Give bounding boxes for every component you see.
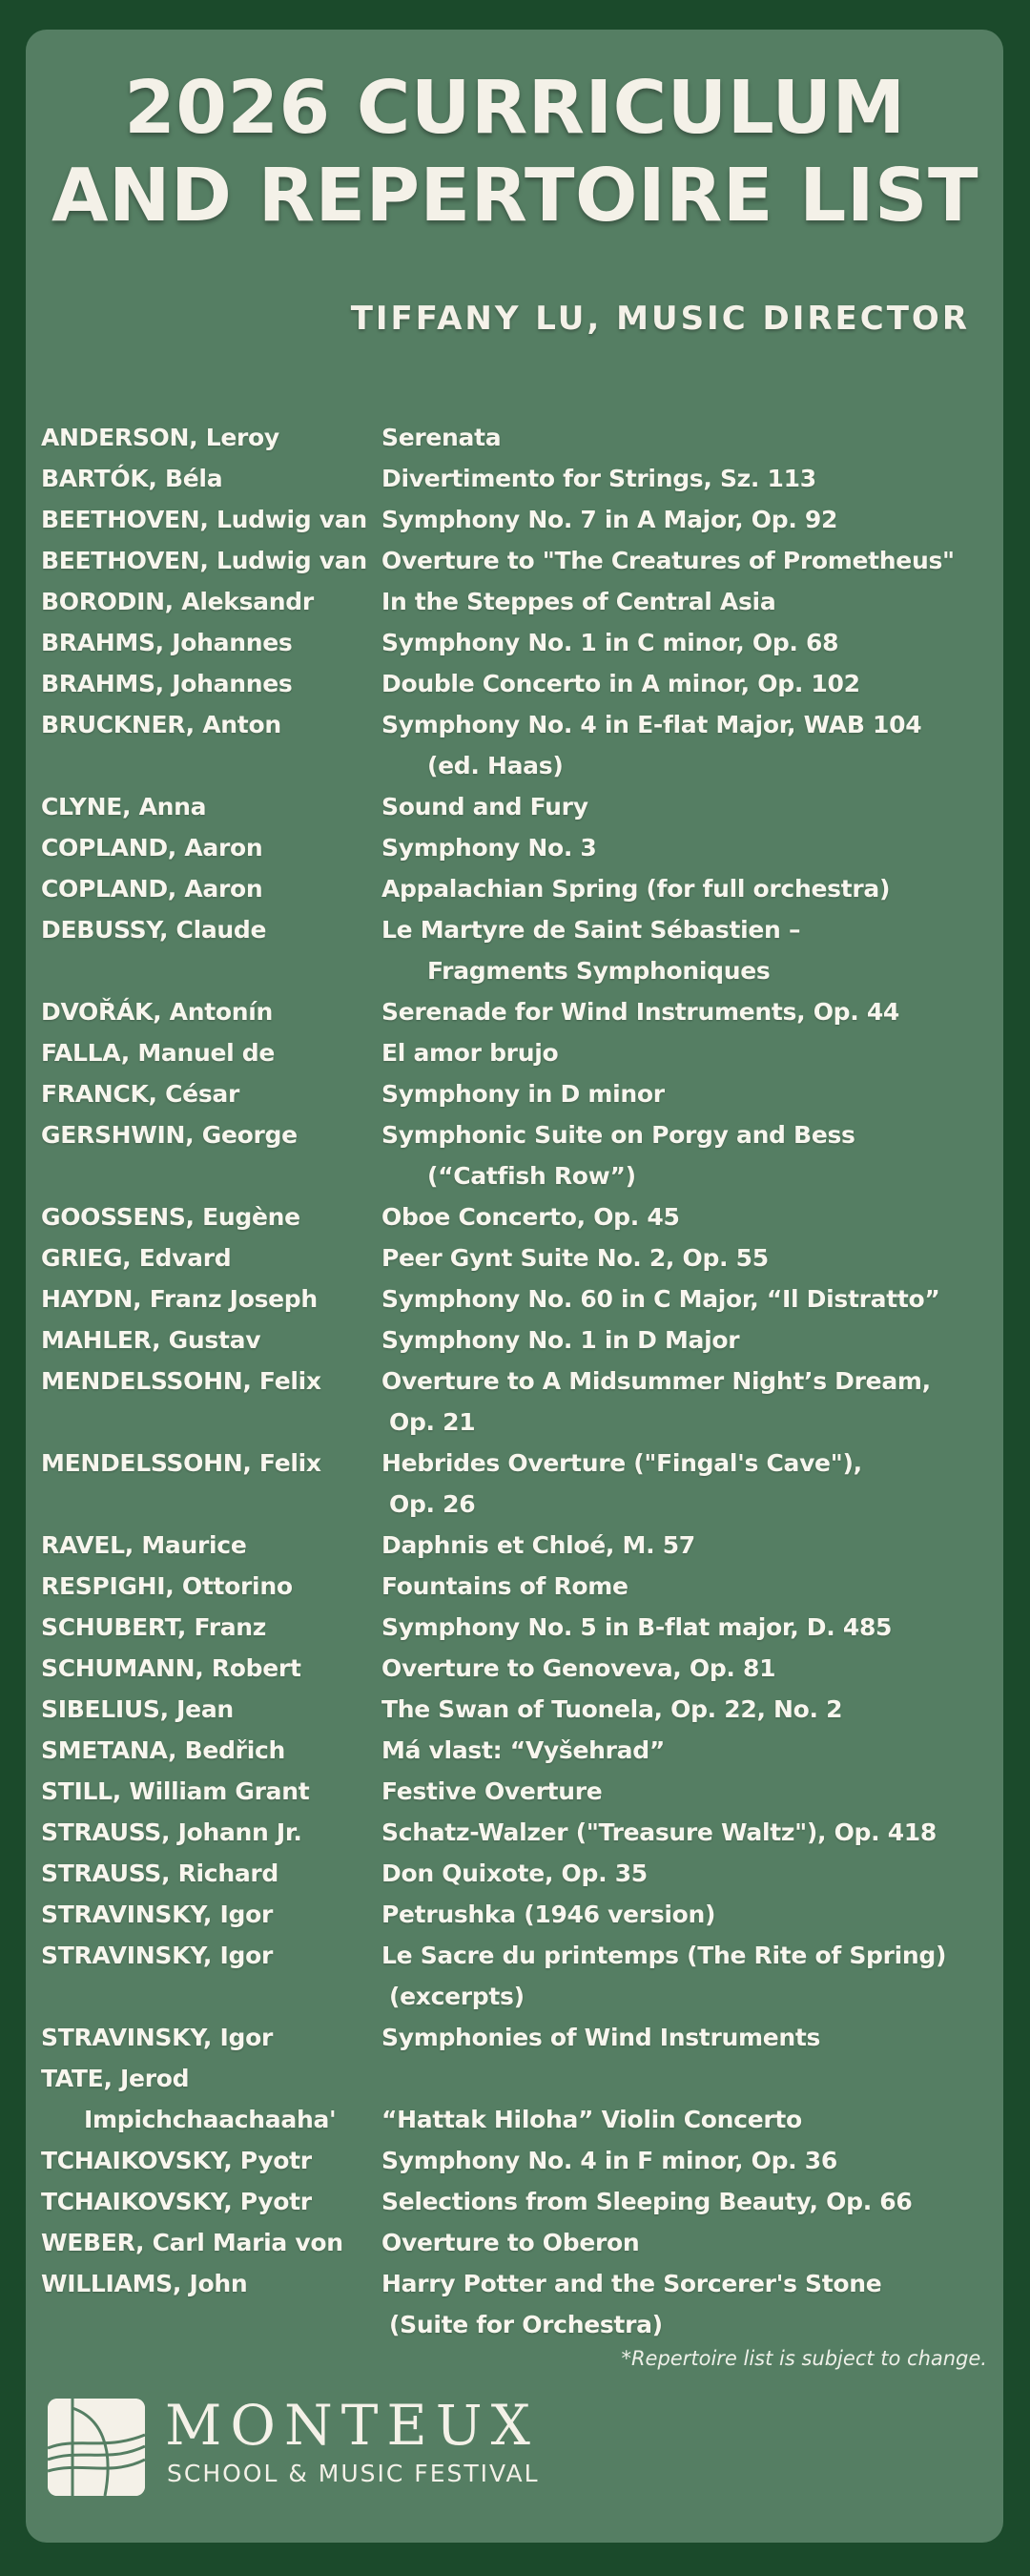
composer-name bbox=[41, 1237, 381, 1278]
work-title bbox=[381, 2181, 966, 2222]
composer-name bbox=[41, 827, 381, 868]
composer-name-line: BEETHOVEN, Ludwig van bbox=[41, 547, 367, 574]
composer-name-line: BEETHOVEN, Ludwig van bbox=[41, 506, 367, 533]
repertoire-row bbox=[41, 2181, 966, 2222]
work-title bbox=[381, 1812, 966, 1853]
composer-name-line: STRAVINSKY, Igor bbox=[41, 1942, 273, 1969]
composer-name-line: CLYNE, Anna bbox=[41, 793, 207, 821]
work-title-continuation: Fragments Symphoniques bbox=[427, 957, 771, 985]
composer-name bbox=[41, 868, 381, 909]
work-title-line: Sound and Fury bbox=[381, 793, 588, 821]
work-title bbox=[381, 2222, 966, 2263]
composer-name bbox=[41, 663, 381, 704]
composer-name bbox=[41, 1607, 381, 1648]
work-title bbox=[381, 1525, 966, 1566]
composer-name-line: STRAUSS, Richard bbox=[41, 1859, 279, 1887]
composer-name bbox=[41, 1812, 381, 1853]
work-title bbox=[381, 1361, 966, 1443]
work-title bbox=[381, 1689, 966, 1730]
work-title bbox=[381, 540, 966, 581]
work-title bbox=[381, 1237, 966, 1278]
work-title-line: El amor brujo bbox=[381, 1039, 559, 1067]
work-title-line: Symphony No. 3 bbox=[381, 834, 597, 862]
composer-name-line: COPLAND, Aaron bbox=[41, 834, 263, 862]
composer-name-line: COPLAND, Aaron bbox=[41, 875, 263, 903]
composer-name-line: SIBELIUS, Jean bbox=[41, 1695, 234, 1723]
repertoire-row bbox=[41, 499, 966, 540]
repertoire-row bbox=[41, 1607, 966, 1648]
logo-tagline: SCHOOL & MUSIC FESTIVAL bbox=[167, 2460, 540, 2487]
work-title bbox=[381, 704, 966, 786]
work-title-line: Symphony No. 5 in B-flat major, D. 485 bbox=[381, 1613, 893, 1641]
composer-name-line: SMETANA, Bedřich bbox=[41, 1736, 285, 1764]
repertoire-row bbox=[41, 827, 966, 868]
repertoire-row bbox=[41, 1812, 966, 1853]
work-title-line bbox=[381, 2058, 966, 2099]
work-title bbox=[381, 1278, 966, 1319]
composer-name-line: BRAHMS, Johannes bbox=[41, 670, 293, 697]
repertoire-row bbox=[41, 909, 966, 991]
repertoire-row bbox=[41, 2140, 966, 2181]
composer-name bbox=[41, 2140, 381, 2181]
composer-name bbox=[41, 1525, 381, 1566]
work-title bbox=[381, 581, 966, 622]
composer-name bbox=[41, 2222, 381, 2263]
composer-name-line: BRUCKNER, Anton bbox=[41, 711, 281, 738]
composer-name bbox=[41, 1648, 381, 1689]
composer-name-line: MENDELSSOHN, Felix bbox=[41, 1367, 321, 1395]
repertoire-row bbox=[41, 622, 966, 663]
work-title bbox=[381, 868, 966, 909]
composer-name-line: STRAVINSKY, Igor bbox=[41, 1901, 273, 1928]
work-title-line: Overture to "The Creatures of Prometheus" bbox=[381, 547, 955, 574]
composer-name-line: TCHAIKOVSKY, Pyotr bbox=[41, 2147, 312, 2174]
work-title bbox=[381, 417, 966, 458]
work-title bbox=[381, 1032, 966, 1073]
composer-name bbox=[41, 1771, 381, 1812]
work-title bbox=[381, 1894, 966, 1935]
composer-name-line: WILLIAMS, John bbox=[41, 2270, 248, 2297]
work-title bbox=[381, 2140, 966, 2181]
monteux-logo-icon bbox=[48, 2399, 145, 2496]
work-title-line: Overture to Genoveva, Op. 81 bbox=[381, 1654, 776, 1682]
composer-name-line: STILL, William Grant bbox=[41, 1777, 310, 1805]
composer-name bbox=[41, 1196, 381, 1237]
repertoire-note: *Repertoire list is subject to change. bbox=[621, 2347, 987, 2370]
work-title-line: Oboe Concerto, Op. 45 bbox=[381, 1203, 680, 1231]
page-title bbox=[0, 65, 1030, 240]
repertoire-row bbox=[41, 2222, 966, 2263]
work-title-line: Petrushka (1946 version) bbox=[381, 1901, 716, 1928]
music-director-subtitle: TIFFANY LU, MUSIC DIRECTOR bbox=[350, 300, 970, 338]
work-title bbox=[381, 458, 966, 499]
work-title-continuation: Op. 26 bbox=[389, 1490, 476, 1518]
composer-name bbox=[41, 458, 381, 499]
work-title-line: Schatz-Walzer ("Treasure Waltz"), Op. 418 bbox=[381, 1818, 937, 1846]
composer-name bbox=[41, 540, 381, 581]
work-title bbox=[381, 1114, 966, 1196]
repertoire-row bbox=[41, 1278, 966, 1319]
work-title-continuation: (ed. Haas) bbox=[427, 752, 564, 779]
composer-name bbox=[41, 499, 381, 540]
repertoire-row bbox=[41, 1196, 966, 1237]
work-title bbox=[381, 2263, 966, 2345]
work-title bbox=[381, 622, 966, 663]
work-title bbox=[381, 1730, 966, 1771]
repertoire-row bbox=[41, 704, 966, 786]
repertoire-row bbox=[41, 2263, 966, 2345]
work-title-line: Double Concerto in A minor, Op. 102 bbox=[381, 670, 860, 697]
work-title-continuation: (Suite for Orchestra) bbox=[389, 2311, 663, 2338]
composer-name-line: DEBUSSY, Claude bbox=[41, 916, 267, 944]
repertoire-row bbox=[41, 1689, 966, 1730]
work-title bbox=[381, 1935, 966, 2017]
repertoire-row bbox=[41, 417, 966, 458]
work-title-line: Fountains of Rome bbox=[381, 1572, 628, 1600]
work-title-line: Symphony No. 7 in A Major, Op. 92 bbox=[381, 506, 838, 533]
composer-name bbox=[41, 909, 381, 991]
composer-name-line: GERSHWIN, George bbox=[41, 1121, 298, 1149]
work-title bbox=[381, 786, 966, 827]
work-title bbox=[381, 1648, 966, 1689]
composer-name-line: GRIEG, Edvard bbox=[41, 1244, 232, 1272]
work-title-line: Appalachian Spring (for full orchestra) bbox=[381, 875, 891, 903]
composer-name-line: SCHUMANN, Robert bbox=[41, 1654, 301, 1682]
composer-name bbox=[41, 1894, 381, 1935]
composer-name bbox=[41, 1361, 381, 1443]
composer-name bbox=[41, 1853, 381, 1894]
composer-name-continuation: Impichchaachaaha' bbox=[84, 2106, 337, 2133]
work-title bbox=[381, 1196, 966, 1237]
composer-name bbox=[41, 1443, 381, 1525]
composer-name bbox=[41, 622, 381, 663]
repertoire-row bbox=[41, 458, 966, 499]
work-title-line: Harry Potter and the Sorcerer's Stone bbox=[381, 2270, 882, 2297]
work-title-line: Serenata bbox=[381, 424, 502, 451]
work-title bbox=[381, 991, 966, 1032]
composer-name bbox=[41, 1278, 381, 1319]
composer-name-line: GOOSSENS, Eugène bbox=[41, 1203, 300, 1231]
work-title-line: Overture to A Midsummer Night’s Dream, bbox=[381, 1367, 931, 1395]
work-title-line: Symphonies of Wind Instruments bbox=[381, 2024, 821, 2051]
composer-name bbox=[41, 2181, 381, 2222]
logo-wordmark: MONTEUX bbox=[165, 2393, 539, 2458]
work-title-line: Serenade for Wind Instruments, Op. 44 bbox=[381, 998, 900, 1026]
repertoire-row bbox=[41, 991, 966, 1032]
repertoire-row bbox=[41, 1073, 966, 1114]
work-title-line: Symphony No. 4 in F minor, Op. 36 bbox=[381, 2147, 837, 2174]
work-title-continuation: “Hattak Hiloha” Violin Concerto bbox=[381, 2106, 802, 2133]
repertoire-row bbox=[41, 1648, 966, 1689]
work-title-line: Daphnis et Chloé, M. 57 bbox=[381, 1531, 695, 1559]
work-title-line: Don Quixote, Op. 35 bbox=[381, 1859, 648, 1887]
repertoire-row bbox=[41, 1361, 966, 1443]
composer-name bbox=[41, 991, 381, 1032]
repertoire-list bbox=[41, 417, 966, 2345]
composer-name-line: MAHLER, Gustav bbox=[41, 1326, 261, 1354]
repertoire-row bbox=[41, 1114, 966, 1196]
work-title-line: Divertimento for Strings, Sz. 113 bbox=[381, 465, 816, 492]
work-title bbox=[381, 1771, 966, 1812]
composer-name bbox=[41, 2017, 381, 2058]
work-title bbox=[381, 1566, 966, 1607]
composer-name-line: BORODIN, Aleksandr bbox=[41, 588, 314, 615]
composer-name bbox=[41, 581, 381, 622]
repertoire-row bbox=[41, 1935, 966, 2017]
composer-name bbox=[41, 417, 381, 458]
composer-name-line: BARTÓK, Béla bbox=[41, 465, 223, 492]
title-line-1: 2026 CURRICULUM bbox=[124, 66, 906, 151]
work-title-line: Hebrides Overture ("Fingal's Cave"), bbox=[381, 1449, 862, 1477]
repertoire-row bbox=[41, 786, 966, 827]
work-title-line: Symphony No. 1 in C minor, Op. 68 bbox=[381, 629, 839, 656]
composer-name-line: ANDERSON, Leroy bbox=[41, 424, 279, 451]
repertoire-row bbox=[41, 2017, 966, 2058]
work-title-line: Symphony No. 1 in D Major bbox=[381, 1326, 740, 1354]
composer-name-line: STRAVINSKY, Igor bbox=[41, 2024, 273, 2051]
work-title bbox=[381, 1073, 966, 1114]
repertoire-row bbox=[41, 2058, 966, 2140]
composer-name bbox=[41, 1935, 381, 2017]
composer-name-line: STRAUSS, Johann Jr. bbox=[41, 1818, 302, 1846]
work-title bbox=[381, 1607, 966, 1648]
work-title bbox=[381, 1319, 966, 1361]
work-title-line: The Swan of Tuonela, Op. 22, No. 2 bbox=[381, 1695, 843, 1723]
repertoire-row bbox=[41, 1237, 966, 1278]
work-title-continuation: (“Catfish Row”) bbox=[427, 1162, 636, 1190]
work-title-line: Symphony in D minor bbox=[381, 1080, 665, 1108]
repertoire-row bbox=[41, 1566, 966, 1607]
work-title bbox=[381, 499, 966, 540]
composer-name-line: TCHAIKOVSKY, Pyotr bbox=[41, 2188, 312, 2215]
work-title bbox=[381, 663, 966, 704]
composer-name-line: FRANCK, César bbox=[41, 1080, 240, 1108]
work-title bbox=[381, 909, 966, 991]
work-title-line: Festive Overture bbox=[381, 1777, 603, 1805]
work-title-line: Symphonic Suite on Porgy and Bess bbox=[381, 1121, 855, 1149]
composer-name-line: SCHUBERT, Franz bbox=[41, 1613, 267, 1641]
composer-name-line: BRAHMS, Johannes bbox=[41, 629, 293, 656]
composer-name-line: HAYDN, Franz Joseph bbox=[41, 1285, 318, 1313]
composer-name bbox=[41, 1566, 381, 1607]
repertoire-row bbox=[41, 1853, 966, 1894]
composer-name bbox=[41, 2058, 381, 2140]
work-title-line: Peer Gynt Suite No. 2, Op. 55 bbox=[381, 1244, 769, 1272]
composer-name-line: TATE, Jerod bbox=[41, 2065, 190, 2092]
title-line-2: AND REPERTOIRE LIST bbox=[51, 154, 979, 239]
composer-name-line: RAVEL, Maurice bbox=[41, 1531, 247, 1559]
work-title bbox=[381, 2017, 966, 2058]
repertoire-row bbox=[41, 1525, 966, 1566]
repertoire-row bbox=[41, 1894, 966, 1935]
repertoire-row bbox=[41, 1319, 966, 1361]
repertoire-row bbox=[41, 1730, 966, 1771]
composer-name-line: MENDELSSOHN, Felix bbox=[41, 1449, 321, 1477]
work-title-line: Symphony No. 60 in C Major, “Il Distratto” bbox=[381, 1285, 940, 1313]
work-title-continuation: (excerpts) bbox=[389, 1983, 525, 2010]
composer-name bbox=[41, 1032, 381, 1073]
composer-name bbox=[41, 1073, 381, 1114]
repertoire-row bbox=[41, 868, 966, 909]
composer-name bbox=[41, 2263, 381, 2345]
repertoire-row bbox=[41, 1443, 966, 1525]
repertoire-row bbox=[41, 1771, 966, 1812]
composer-name bbox=[41, 1319, 381, 1361]
work-title-line: Le Sacre du printemps (The Rite of Spring) bbox=[381, 1942, 947, 1969]
composer-name bbox=[41, 1730, 381, 1771]
work-title bbox=[381, 1853, 966, 1894]
repertoire-row bbox=[41, 663, 966, 704]
repertoire-row bbox=[41, 581, 966, 622]
composer-name-line: RESPIGHI, Ottorino bbox=[41, 1572, 293, 1600]
composer-name bbox=[41, 786, 381, 827]
composer-name-line: DVOŘÁK, Antonín bbox=[41, 998, 274, 1026]
work-title-continuation: Op. 21 bbox=[389, 1408, 476, 1436]
work-title-line: Symphony No. 4 in E-flat Major, WAB 104 bbox=[381, 711, 922, 738]
work-title-line: Selections from Sleeping Beauty, Op. 66 bbox=[381, 2188, 913, 2215]
composer-name-line: FALLA, Manuel de bbox=[41, 1039, 276, 1067]
work-title bbox=[381, 827, 966, 868]
work-title bbox=[381, 2058, 966, 2140]
work-title bbox=[381, 1443, 966, 1525]
work-title-line: Má vlast: “Vyšehrad” bbox=[381, 1736, 665, 1764]
composer-name bbox=[41, 1114, 381, 1196]
work-title-line: Le Martyre de Saint Sébastien – bbox=[381, 916, 801, 944]
repertoire-row bbox=[41, 540, 966, 581]
work-title-line: In the Steppes of Central Asia bbox=[381, 588, 776, 615]
composer-name bbox=[41, 1689, 381, 1730]
composer-name bbox=[41, 704, 381, 786]
composer-name-line: WEBER, Carl Maria von bbox=[41, 2229, 343, 2256]
repertoire-row bbox=[41, 1032, 966, 1073]
work-title-line: Overture to Oberon bbox=[381, 2229, 640, 2256]
